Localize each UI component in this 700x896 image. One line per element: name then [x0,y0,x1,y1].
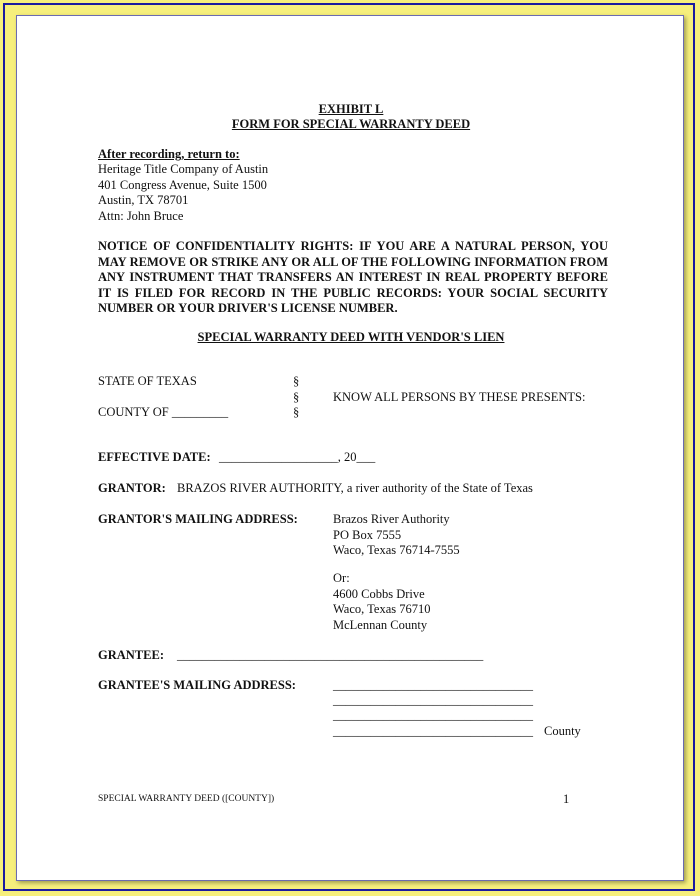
county-word: County [544,724,581,738]
alternate-address [333,571,431,633]
effective-date-label: EFFECTIVE DATE: [98,450,211,464]
effective-date-value: ___________________, 20___ [219,450,376,464]
address-line: Brazos River Authority [333,512,450,526]
return-line: 401 Congress Avenue, Suite 1500 [98,177,267,192]
state-label: STATE OF TEXAS [98,374,197,388]
know-all-statement: KNOW ALL PERSONS BY THESE PRESENTS: [333,390,586,404]
address-line: McLennan County [333,617,428,632]
grantor-mailing-label: GRANTOR'S MAILING ADDRESS: [98,512,298,526]
footer-label: SPECIAL WARRANTY DEED ([COUNTY]) [98,794,275,804]
return-heading: After recording, return to: [98,147,240,161]
document-page [16,15,684,881]
address-line: Waco, Texas 76710 [333,602,431,616]
county-label: COUNTY OF _________ [98,405,229,419]
return-address [98,162,268,224]
return-line: Attn: John Bruce [98,208,184,223]
section-mark: § [293,374,300,388]
section-mark: § [293,390,300,404]
deed-title: SPECIAL WARRANTY DEED WITH VENDOR'S LIEN [197,330,505,344]
form-title: FORM FOR SPECIAL WARRANTY DEED [231,117,471,131]
grantor-address [333,512,460,559]
grantee-address-blank: ________________________________ [333,693,533,707]
exhibit-heading: EXHIBIT L [318,102,384,116]
address-line: Waco, Texas 76714-7555 [333,543,460,557]
grantor-label: GRANTOR: [98,481,166,495]
address-line: 4600 Cobbs Drive [333,586,425,601]
confidentiality-notice: NOTICE OF CONFIDENTIALITY RIGHTS: IF YOU ARE A NATURAL PERSON, YOU MAY REMOVE OR STRIKE ANY OR ALL OF THE FOLLOWING INFORMATION FROM ANY INSTRUMENT THAT TRANSFERS AN INTEREST IN REAL PROPERTY BEFORE IT IS FILED FOR RECORD IN THE PUBLIC RECORDS: YOUR SOCIAL SECURITY NUMBER OR YOUR DRIVER'S LICENSE NUMBER. [98,239,608,315]
grantor-value: BRAZOS RIVER AUTHORITY, a river authority of the State of Texas [177,481,533,495]
grantee-blank: _________________________________________________ [177,648,484,662]
grantee-address-blank: ________________________________ [333,678,533,692]
section-mark: § [293,405,300,419]
grantee-address-blank: ________________________________ [333,724,533,738]
grantee-label: GRANTEE: [98,648,164,662]
return-line: Austin, TX 78701 [98,193,189,207]
grantee-mailing-label: GRANTEE'S MAILING ADDRESS: [98,678,296,692]
grantee-address-blank: ________________________________ [333,708,533,722]
page-number: 1 [563,792,570,806]
outer-frame [3,3,695,891]
return-line: Heritage Title Company of Austin [98,162,269,176]
address-line: Or: [333,571,350,585]
address-line: PO Box 7555 [333,527,402,542]
